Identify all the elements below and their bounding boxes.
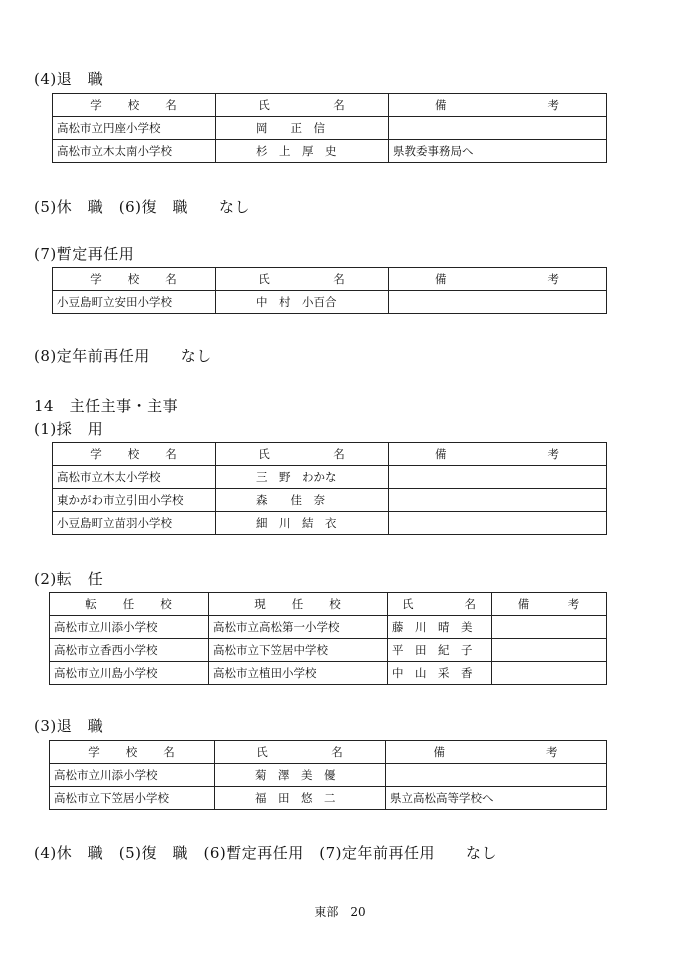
- col-school: 学 校 名: [53, 443, 216, 466]
- cell-name: 菊 澤 美 優: [215, 764, 386, 787]
- table-row: [50, 616, 607, 639]
- table-header-row: [50, 593, 607, 616]
- table-row: [53, 291, 607, 314]
- col-transfer-to: 転 任 校: [50, 593, 209, 616]
- cell-current-school: 高松市立植田小学校: [209, 662, 388, 685]
- table-header-row: [53, 94, 607, 117]
- cell-transfer-to: 高松市立川島小学校: [50, 662, 209, 685]
- col-note: 備 考: [389, 443, 607, 466]
- cell-school: 高松市立円座小学校: [53, 117, 216, 140]
- cell-note: [389, 291, 607, 314]
- table-transfer: [49, 592, 607, 685]
- section-leave-reinstate: (5)休 職 (6)復 職 なし: [34, 198, 250, 216]
- cell-name: 藤 川 晴 美: [388, 616, 492, 639]
- cell-name: 岡 正 信: [216, 117, 389, 140]
- cell-current-school: 高松市立下笠居中学校: [209, 639, 388, 662]
- col-note: 備 考: [389, 94, 607, 117]
- table-row: [50, 662, 607, 685]
- cell-school: 小豆島町立苗羽小学校: [53, 512, 216, 535]
- section-transfer-2: (2)転 任: [34, 570, 104, 588]
- table-row: [53, 489, 607, 512]
- table-header-row: [53, 443, 607, 466]
- col-note: 備 考: [492, 593, 607, 616]
- cell-note: [492, 662, 607, 685]
- col-school: 学 校 名: [53, 94, 216, 117]
- cell-note: [389, 117, 607, 140]
- section-retirement-3: (3)退 職: [34, 717, 104, 735]
- table-header-row: [50, 741, 607, 764]
- cell-name: 福 田 悠 二: [215, 787, 386, 810]
- section-14-title: 14 主任主事・主事: [34, 397, 179, 415]
- col-note: 備 考: [386, 741, 607, 764]
- table-retirement-staff: [49, 740, 607, 810]
- cell-transfer-to: 高松市立川添小学校: [50, 616, 209, 639]
- cell-note: [389, 512, 607, 535]
- cell-note: [389, 489, 607, 512]
- cell-school: 東かがわ市立引田小学校: [53, 489, 216, 512]
- cell-name: 中 山 采 香: [388, 662, 492, 685]
- col-name: 氏 名: [216, 94, 389, 117]
- cell-note: [389, 466, 607, 489]
- col-note: 備 考: [389, 268, 607, 291]
- cell-current-school: 高松市立高松第一小学校: [209, 616, 388, 639]
- table-row: [50, 639, 607, 662]
- section-provisional-rehire: (7)暫定再任用: [34, 245, 135, 263]
- table-row: [50, 764, 607, 787]
- table-row: [53, 117, 607, 140]
- cell-transfer-to: 高松市立香西小学校: [50, 639, 209, 662]
- table-header-row: [53, 268, 607, 291]
- page-footer: 東部 20: [314, 905, 366, 919]
- col-school: 学 校 名: [50, 741, 215, 764]
- table-row: [50, 787, 607, 810]
- cell-name: 杉 上 厚 史: [216, 140, 389, 163]
- table-row: [53, 512, 607, 535]
- section-hiring-1: (1)採 用: [34, 420, 104, 438]
- cell-name: 細 川 結 衣: [216, 512, 389, 535]
- cell-note: [492, 639, 607, 662]
- col-name: 氏 名: [216, 268, 389, 291]
- col-name: 氏 名: [215, 741, 386, 764]
- cell-name: 三 野 わかな: [216, 466, 389, 489]
- cell-note: [492, 616, 607, 639]
- section-retirement-4: (4)退 職: [34, 70, 104, 88]
- table-hiring: [52, 442, 607, 535]
- col-school: 学 校 名: [53, 268, 216, 291]
- cell-note: [386, 764, 607, 787]
- cell-school: 高松市立下笠居小学校: [50, 787, 215, 810]
- section-summary-none: (4)休 職 (5)復 職 (6)暫定再任用 (7)定年前再任用 なし: [34, 844, 497, 862]
- table-retirement: [52, 93, 607, 163]
- cell-school: 高松市立木太小学校: [53, 466, 216, 489]
- col-current-school: 現 任 校: [209, 593, 388, 616]
- cell-note: 県教委事務局へ: [389, 140, 607, 163]
- cell-name: 森 佳 奈: [216, 489, 389, 512]
- cell-school: 高松市立川添小学校: [50, 764, 215, 787]
- table-row: [53, 140, 607, 163]
- table-row: [53, 466, 607, 489]
- table-provisional-rehire: [52, 267, 607, 314]
- col-name: 氏 名: [388, 593, 492, 616]
- cell-school: 高松市立木太南小学校: [53, 140, 216, 163]
- section-pre-retirement-rehire: (8)定年前再任用 なし: [34, 347, 212, 365]
- cell-name: 平 田 紀 子: [388, 639, 492, 662]
- cell-note: 県立高松高等学校へ: [386, 787, 607, 810]
- cell-name: 中 村 小百合: [216, 291, 389, 314]
- col-name: 氏 名: [216, 443, 389, 466]
- cell-school: 小豆島町立安田小学校: [53, 291, 216, 314]
